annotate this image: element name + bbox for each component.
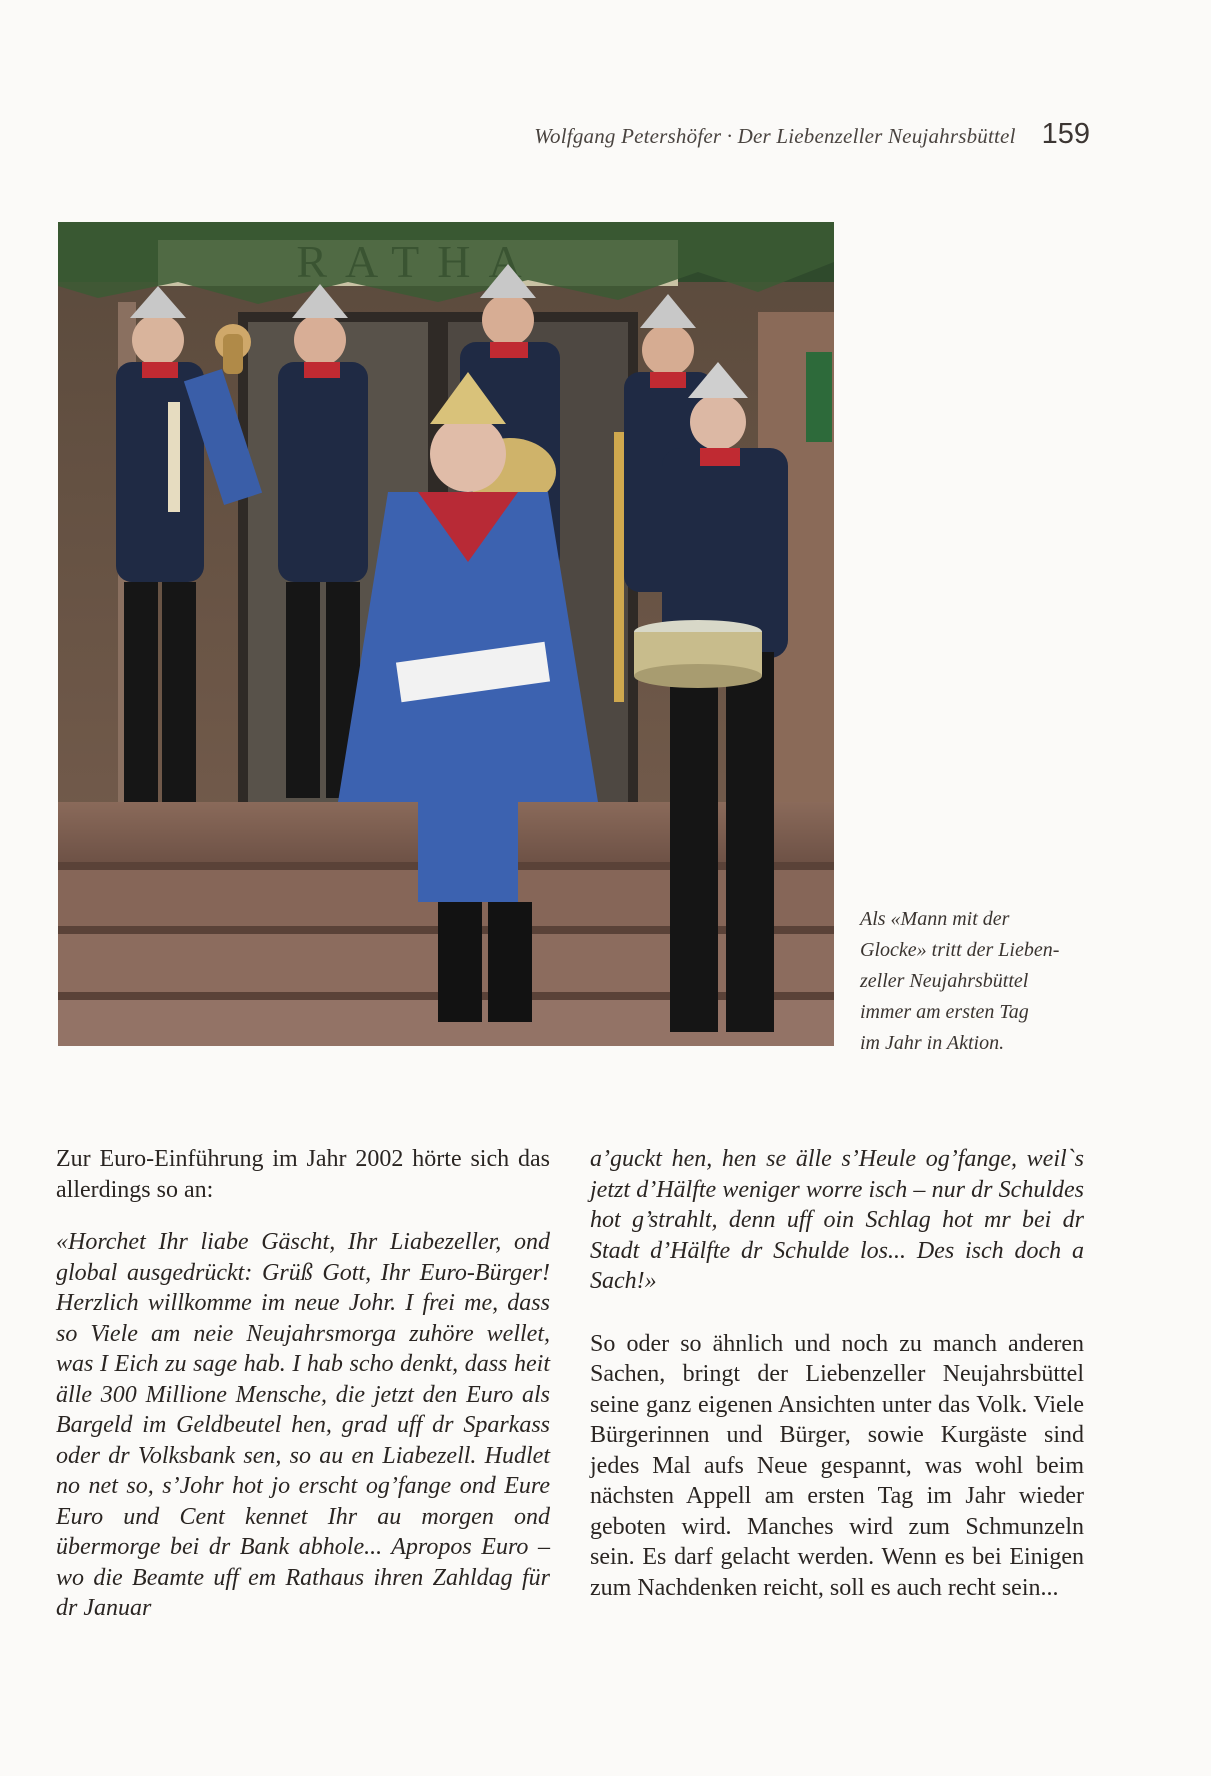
- photo-caption: [860, 904, 1100, 1059]
- quote-part-1: «Horchet Ihr liabe Gäscht, Ihr Liabezeller, ond global ausgedrückt: Grüß Gott, Ihr Euro-Bürger! Herzlich willkomme im neue Johr. I frei me, dass so Viele am neie Neujahrsmorga zuhöre wellet, was I Eich zu sage hab. I hab scho denkt, dass heit älle 300 Millione Mensche, die jetzt den Euro als Bargeld im Geldbeutel hen, grad uff dr Sparkass oder dr Volksbank sen, so au en Liabezell. Hudlet no net so, s’Johr hot jo erscht og’fange ond Eure Euro und Cent kennet Ihr au morgen ond übermorge bei dr Bank abhole... Apropos Euro – wo die Beamte uff em Rathaus ihren Zahldag für dr Januar: [56, 1229, 550, 1621]
- running-header: [430, 118, 1090, 151]
- text-column-right: [590, 1144, 1084, 1603]
- paragraph-intro: Zur Euro-Einführung im Jahr 2002 hörte sich das allerdings so an:: [56, 1146, 550, 1203]
- photo-illustration: [58, 222, 834, 1046]
- photo-neujahrsbuettel: [58, 222, 834, 1046]
- page-number: 159: [1041, 118, 1090, 150]
- text-column-left: [56, 1144, 550, 1624]
- quote-part-2: a’guckt hen, hen se älle s’Heule og’fange, weil`s jetzt d’Hälfte weniger worre isch – nur dr Schuldes hot g’strahlt, denn uff oin Schlag hot mr bei dr Stadt d’Hälfte dr Schulde los... Des isch doch a Sach!»: [590, 1146, 1084, 1294]
- caption-text: Als «Mann mit der Glocke» tritt der Lieben- zeller Neujahrsbüttel immer am ersten Tag im Jahr in Aktion.: [860, 908, 1060, 1054]
- paragraph-closing: So oder so ähnlich und noch zu manch anderen Sachen, bringt der Liebenzeller Neujahrsbüttel seine ganz eigenen Ansichten unter das Volk. Viele Bürgerinnen und Bürger, sowie Kurgäste sind jedes Mal aufs Neue gespannt, was wohl beim nächsten Appell am ersten Tag im Jahr wieder geboten wird. Manches wird zum Schmunzeln sein. Es darf gelacht werden. Wenn es bei Einigen zum Nachdenken reicht, soll es auch recht sein...: [590, 1330, 1084, 1601]
- running-title: Wolfgang Petershöfer · Der Liebenzeller Neujahrsbüttel: [534, 124, 1016, 148]
